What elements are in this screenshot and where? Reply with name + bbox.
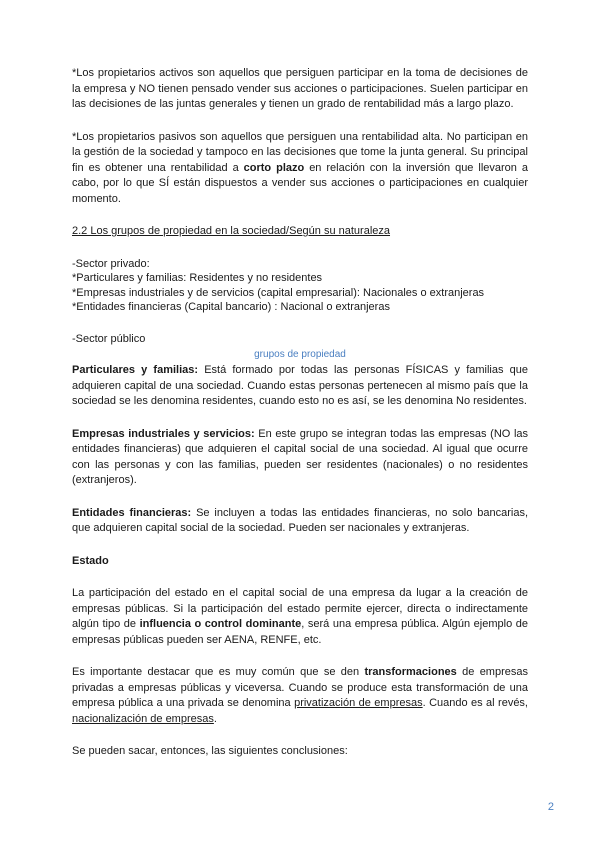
paragraph-particulares — [72, 363, 528, 410]
paragraph-propietarios-pasivos — [72, 130, 528, 208]
bold-heading: Estado — [72, 554, 109, 567]
text-span: en relación con la inversión que llevaron a cabo, por lo que SÍ están dispuestos a vender sus acciones o participaciones en cualquier momento. — [72, 161, 528, 205]
text-span: de empresas privadas a empresas públicas y viceversa. Cuando se produce esta transformación de una empresa pública a una privada se denomina — [72, 666, 528, 709]
list-label-public: -Sector público — [72, 332, 146, 345]
estado-heading — [72, 554, 528, 570]
bold-term: transformaciones — [364, 666, 457, 678]
underlined-term: privatización de empresas — [294, 697, 423, 709]
bold-term: corto plazo — [243, 161, 305, 174]
bold-term: influencia o control dominante — [139, 618, 302, 630]
paragraph-empresas — [72, 427, 528, 489]
text-span: . — [213, 712, 217, 725]
text-span: La participación del estado en el capital social de una empresa da lugar a la creación de empresas públicas. Si la participación del estado permite ejercer, directa o indirectamente algún tipo de — [72, 587, 528, 630]
section-heading: 2.2 Los grupos de propiedad en la sociedad/Según su naturaleza — [72, 225, 391, 237]
text-span: En este grupo se integran todas las empresas (NO las entidades financieras) que adquieren el capital social de una sociedad. Al igual que ocurre con las personas y con las familias, pueden ser residentes (nacionales) o no residentes (extranjeros). — [72, 427, 528, 486]
list-label-private: -Sector privado: — [72, 257, 150, 270]
paragraph-conclusion: Se pueden sacar, entonces, las siguientes conclusiones: — [72, 745, 348, 757]
page-number: 2 — [547, 801, 554, 813]
bold-term: Empresas industriales y servicios: — [72, 427, 255, 440]
paragraph-entidades — [72, 506, 528, 537]
bold-term: Particulares y familias: — [72, 364, 199, 376]
underlined-term: nacionalización de empresas — [72, 712, 214, 725]
text-span: Está formado por todas las personas FÍSICAS y familias que adquieren capital de una sociedad. Cuando estas personas pertenecen al mismo país que la sociedad se les denomina residentes, cuando esto no es así, se les denomina No residentes. — [72, 364, 528, 407]
text-span: . Cuando es al revés, — [422, 697, 528, 709]
bold-term: Entidades financieras: — [72, 506, 192, 519]
text-span: , será una empresa pública. Algún ejemplo de empresas públicas pueden ser AENA, RENFE, etc. — [72, 618, 529, 646]
text-span: Se incluyen a todas las entidades financieras, no solo bancarias, que adquieren capital social de la sociedad. Pueden ser nacionales y extranjeras. — [72, 506, 528, 534]
text-span: Es importante destacar que es muy común que se den — [72, 666, 365, 678]
paragraph-transformaciones — [72, 665, 528, 727]
text-span: *Los propietarios pasivos son aquellos que persiguen una rentabilidad alta. No participan en la gestión de la sociedad y tampoco en las decisiones que tome la junta general. Su principal fin es obtener una rentabilidad a — [72, 130, 528, 174]
list-item: *Empresas industriales y de servicios (capital empresarial): Nacionales o extranjeras — [72, 286, 485, 299]
paragraph-estado — [72, 586, 528, 648]
figure-caption: grupos de propiedad — [254, 349, 346, 360]
list-item: *Particulares y familias: Residentes y no residentes — [72, 272, 323, 284]
list-item: *Entidades financieras (Capital bancario) : Nacional o extranjeras — [72, 301, 390, 313]
document-page — [72, 66, 528, 760]
paragraph-propietarios-activos: *Los propietarios activos son aquellos que persiguen participar en la toma de decisiones de la empresa y NO tienen pensado vender sus acciones o participaciones. Suelen participar en las decisiones de las juntas generales y tienen un grado de rentabilidad más a largo plazo. — [72, 67, 528, 110]
